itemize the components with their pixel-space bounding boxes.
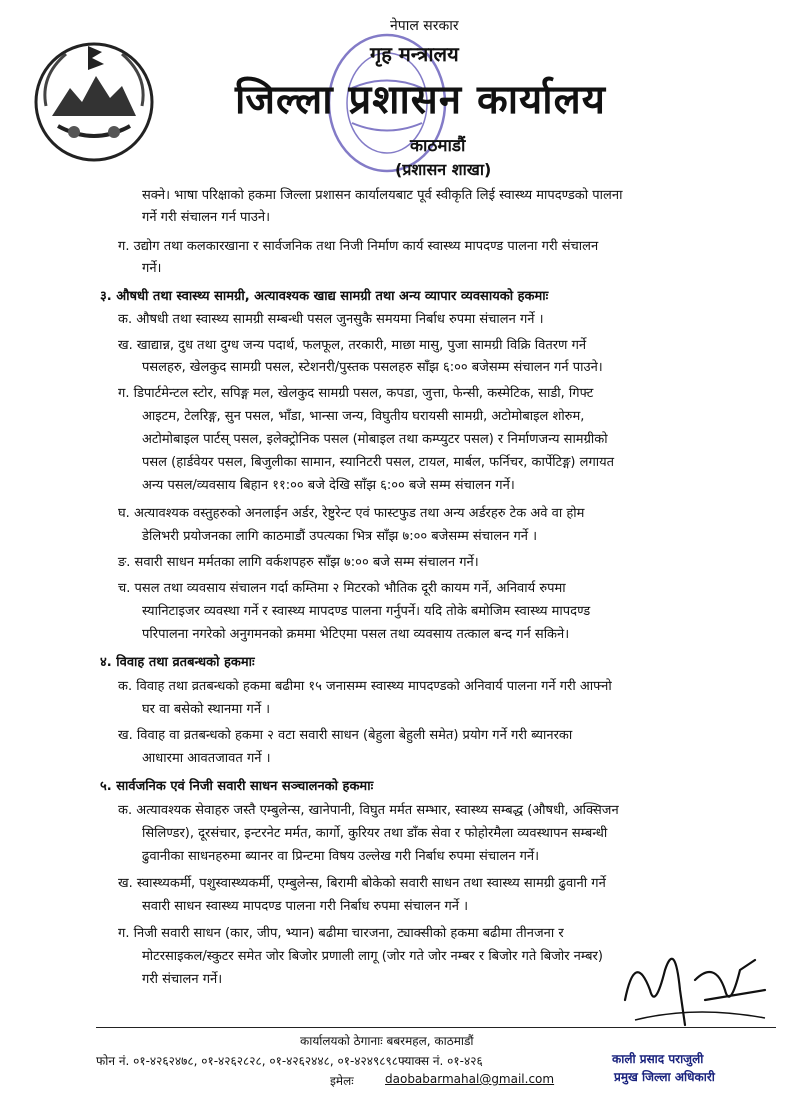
- body-line: क. अत्यावश्यक सेवाहरु जस्तै एम्बुलेन्स, खानेपानी, विघुत मर्मत सम्भार, स्वास्थ्य सम्बद्ध (औषधी, अक्सिजन: [118, 803, 619, 818]
- body-line: च. पसल तथा व्यवसाय संचालन गर्दा कम्तिमा २ मिटरको भौतिक दूरी कायम गर्ने, अनिवार्य रुपमा: [118, 581, 566, 596]
- email-label: इमेलः: [330, 1074, 354, 1088]
- footer-divider: [96, 1027, 776, 1028]
- email-link[interactable]: daobabarmahal@gmail.com: [385, 1072, 555, 1086]
- body-line: अन्य पसल/व्यवसाय बिहान ११:०० बजे देखि साँझ ६:०० बजे सम्म संचालन गर्ने।: [142, 478, 515, 493]
- body-line: डेलिभरी प्रयोजनका लागि काठमाडौं उपत्यका भित्र साँझ ७:०० बजेसम्म संचालन गर्ने ।: [142, 529, 538, 544]
- signatory-title: प्रमुख जिल्ला अधिकारी: [614, 1070, 715, 1084]
- nepal-emblem-icon: [30, 36, 158, 164]
- body-line: घर वा बसेको स्थानमा गर्ने ।: [142, 702, 271, 717]
- body-line: पसल (हार्डवेयर पसल, बिजुलीका सामान, स्यानिटरी पसल, टायल, मार्बल, फर्निचर, कार्पेटिङ्ग) लगायत: [142, 455, 615, 470]
- office-address: कार्यालयको ठेगानाः बबरमहल, काठमाडौं: [300, 1034, 474, 1048]
- branch-name: (प्रशासन शाखा): [395, 160, 492, 179]
- body-line: ढुवानीका साधनहरुमा ब्यानर वा प्रिन्टमा विषय उल्लेख गरी निर्बाध रुपमा संचालन गर्ने।: [142, 849, 540, 864]
- body-line: ख. विवाह वा व्रतबन्धको हकमा २ वटा सवारी साधन (बेहुला बेहुली समेत) प्रयोग गर्ने गरी ब्यानरका: [118, 728, 573, 743]
- body-line: ग. डिपार्टमेन्टल स्टोर, सपिङ्ग मल, खेलकुद सामग्री पसल, कपडा, जुत्ता, फेन्सी, कस्मेटिक, साडी, गिफ्ट: [118, 386, 594, 401]
- section-heading: ३. औषधी तथा स्वास्थ्य सामग्री, अत्यावश्यक खाद्य सामग्री तथा अन्य व्यापार व्यवसायको हकमाः: [100, 289, 549, 304]
- office-title: जिल्ला प्रशासन कार्यालय: [235, 77, 606, 123]
- body-line: आधारमा आवतजावत गर्ने ।: [142, 751, 271, 766]
- body-line: स्यानिटाइजर व्यवस्था गर्ने र स्वास्थ्य मापदण्ड पालना गर्नुपर्ने। यदि तोके बमोजिम स्वास्थ्य मापदण्ड: [142, 604, 591, 619]
- district-name: काठमाडौं: [410, 136, 466, 156]
- ministry-name: गृह मन्त्रालय: [370, 42, 459, 66]
- body-line: ग. निजी सवारी साधन (कार, जीप, भ्यान) बढीमा चारजना, ट्याक्सीको हकमा बढीमा तीनजना र: [118, 926, 564, 941]
- section-heading: ४. विवाह तथा व्रतबन्धको हकमाः: [100, 655, 255, 670]
- body-line: क. औषधी तथा स्वास्थ्य सामग्री सम्बन्धी पसल जुनसुकै समयमा निर्बाध रुपमा संचालन गर्ने ।: [118, 312, 544, 327]
- body-line: सवारी साधन स्वास्थ्य मापदण्ड पालना गरी निर्बाध रुपमा संचालन गर्ने ।: [142, 899, 469, 914]
- body-line: पसलहरु, खेलकुद सामग्री पसल, स्टेशनरी/पुस्तक पसलहरु साँझ ६:०० बजेसम्म संचालन गर्न पाउने।: [142, 360, 603, 375]
- body-line: गर्ने गरी संचालन गर्न पाउने।: [142, 210, 271, 225]
- signatory-name: काली प्रसाद पराजुली: [612, 1052, 704, 1066]
- body-line: सक्ने। भाषा परिक्षाको हकमा जिल्ला प्रशासन कार्यालयबाट पूर्व स्वीकृति लिई स्वास्थ्य मापदण्डको पालना: [142, 188, 623, 203]
- body-line: आइटम, टेलरिङ्ग, सुन पसल, भाँडा, भान्सा जन्य, विघुतीय घरायसी सामग्री, अटोमोबाइल शोरुम,: [142, 409, 585, 424]
- government-name: नेपाल सरकार: [390, 18, 459, 34]
- body-line: अटोमोबाइल पार्टस् पसल, इलेक्ट्रोनिक पसल (मोबाइल तथा कम्प्युटर पसल) र निर्माणजन्य सामग्रीको: [142, 432, 608, 447]
- office-phone: फोन नं. ०१-४२६२४७८, ०१-४२६२८२८, ०१-४२६२४४८, ०१-४२४९८९८फ्याक्स नं. ०१-४२६: [96, 1054, 483, 1068]
- body-line: घ. अत्यावश्यक वस्तुहरुको अनलाईन अर्डर, रेष्टुरेन्ट एवं फास्टफुड तथा अन्य अर्डरहरु टेक अवे वा होम: [118, 506, 585, 521]
- body-line: परिपालना नगरेको अनुगमनको क्रममा भेटिएमा पसल तथा व्यवसाय तत्काल बन्द गर्न सकिने।: [142, 627, 570, 642]
- section-heading: ५. सार्वजनिक एवं निजी सवारी साधन सञ्चालनको हकमाः: [100, 779, 374, 794]
- body-line: ङ. सवारी साधन मर्मतका लागि वर्कशपहरु साँझ ७:०० बजे सम्म संचालन गर्ने।: [118, 555, 479, 570]
- body-line: गरी संचालन गर्ने।: [142, 972, 223, 987]
- body-line: सिलिण्डर), दूरसंचार, इन्टरनेट मर्मत, कार्गो, कुरियर तथा डाँक सेवा र फोहोरमैला व्यवस्थापन सम्बन्धी: [142, 826, 608, 841]
- body-line: ख. स्वास्थ्यकर्मी, पशुस्वास्थ्यकर्मी, एम्बुलेन्स, बिरामी बोकेको सवारी साधन तथा स्वास्थ्य सामग्री ढुवानी गर्ने: [118, 876, 606, 891]
- body-line: ख. खाद्यान्न, दुध तथा दुग्ध जन्य पदार्थ, फलफूल, तरकारी, माछा मासु, पुजा सामग्री विक्रि वितरण गर्ने: [118, 338, 587, 353]
- body-line: ग. उद्योग तथा कलकारखाना र सार्वजनिक तथा निजी निर्माण कार्य स्वास्थ्य मापदण्ड पालना गरी संचालन: [118, 239, 599, 254]
- body-line: क. विवाह तथा व्रतबन्धको हकमा बढीमा १५ जनासम्म स्वास्थ्य मापदण्डको अनिवार्य पालना गर्ने गरी आफ्नो: [118, 679, 612, 694]
- signature-icon: [605, 930, 775, 1040]
- body-line: मोटरसाइकल/स्कुटर समेत जोर बिजोर प्रणाली लागू (जोर गते जोर नम्बर र बिजोर गते बिजोर नम्बर): [142, 949, 603, 964]
- body-line: गर्ने।: [142, 261, 162, 276]
